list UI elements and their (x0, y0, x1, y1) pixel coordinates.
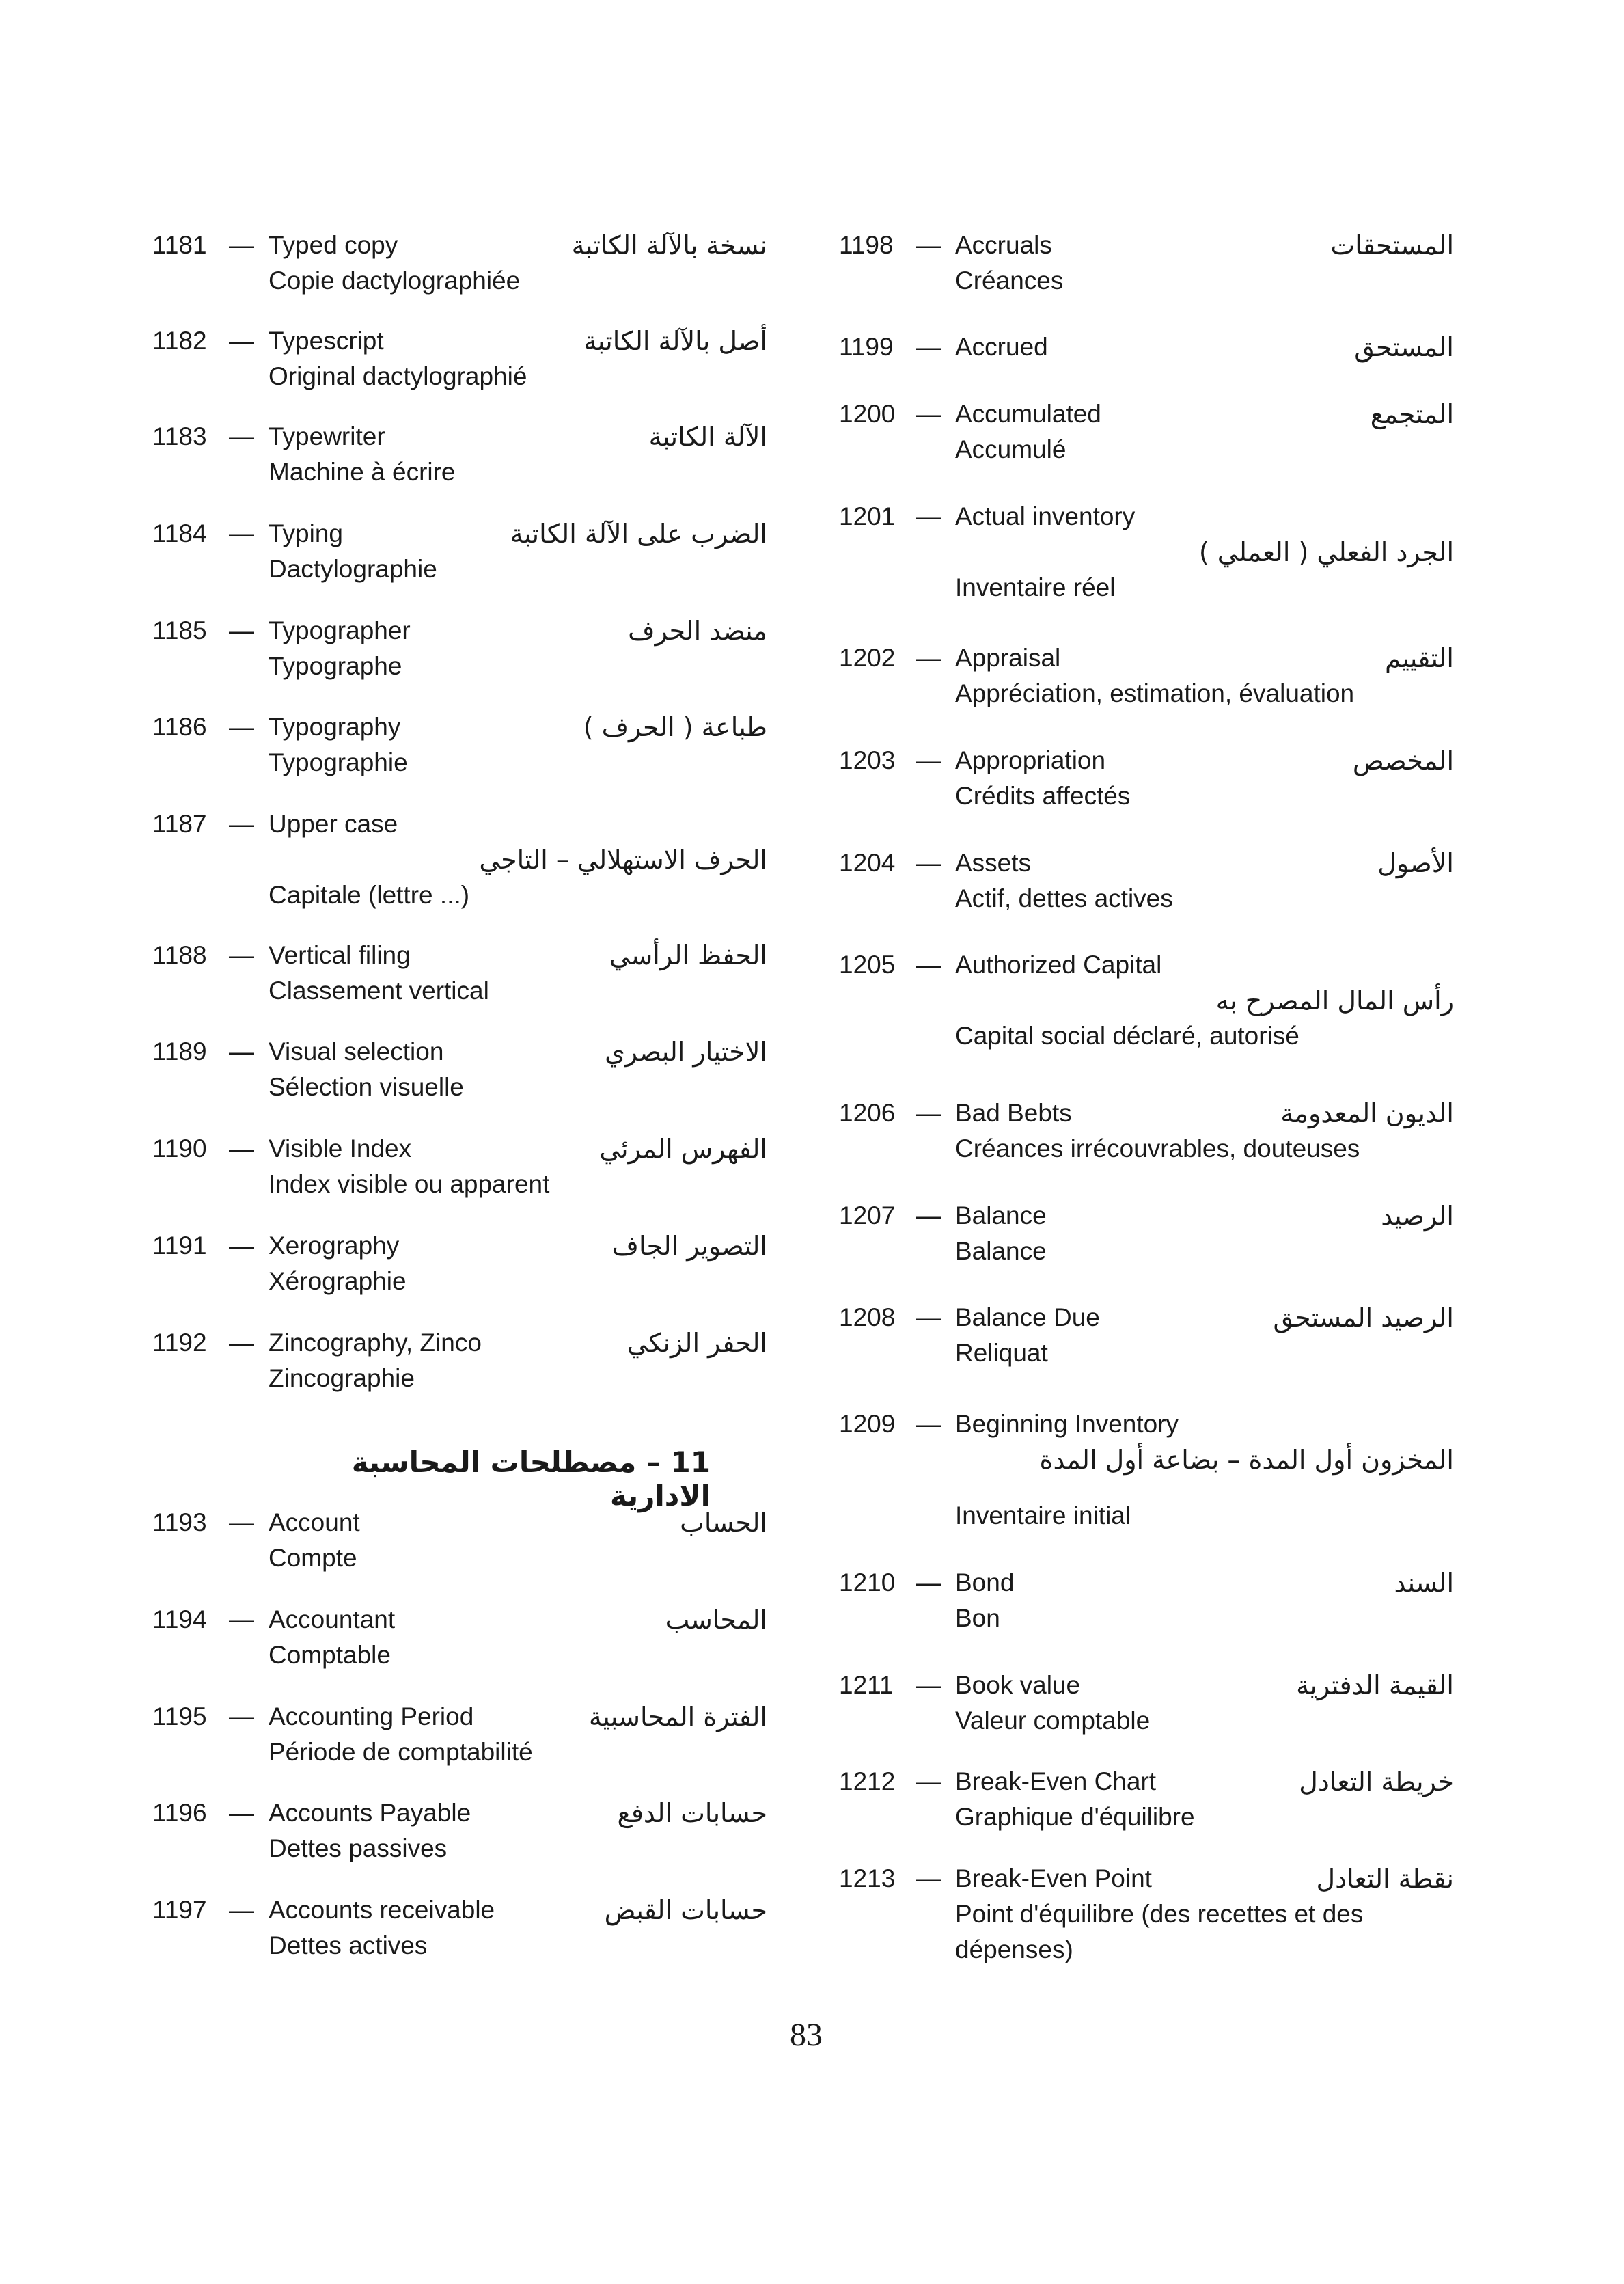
entry-number: 1204 (839, 849, 896, 877)
entry-english: Upper case (269, 810, 398, 838)
entry-french: Dettes actives (269, 1931, 428, 1959)
entry-dash: — (916, 1671, 941, 1699)
entry-arabic: الديون المعدومة (1280, 1098, 1454, 1128)
entry-dash: — (229, 1037, 254, 1065)
entry-french: Machine à écrire (269, 458, 456, 486)
entry-french: Original dactylographié (269, 362, 527, 390)
entry-number: 1193 (152, 1508, 207, 1536)
entry-english: Accounts receivable (269, 1896, 495, 1924)
entry-french: Accumulé (955, 435, 1066, 463)
entry-french: Comptable (269, 1641, 391, 1669)
entry-number: 1195 (152, 1702, 207, 1730)
entry-french: Actif, dettes actives (955, 884, 1173, 912)
entry-arabic: الآلة الكاتبة (648, 422, 767, 452)
entry-french: Point d'équilibre (des recettes et des (955, 1900, 1364, 1928)
entry-arabic: السند (1394, 1568, 1454, 1598)
entry-dash: — (229, 327, 254, 355)
entry-dash: — (229, 422, 254, 450)
entry-number: 1207 (839, 1201, 896, 1229)
entry-french: Créances irrécouvrables, douteuses (955, 1134, 1360, 1163)
entry-number: 1213 (839, 1864, 896, 1892)
entry-number: 1188 (152, 941, 207, 969)
entry-number: 1196 (152, 1799, 207, 1827)
entry-english: Visual selection (269, 1037, 444, 1065)
entry-number: 1206 (839, 1099, 896, 1127)
entry-french: Capital social déclaré, autorisé (955, 1022, 1299, 1050)
entry-arabic: حسابات القبض (604, 1895, 767, 1925)
entry-english: Typography (269, 713, 401, 741)
entry-number: 1211 (839, 1671, 894, 1699)
entry-arabic: منضد الحرف (628, 616, 767, 646)
entry-arabic: المتجمع (1370, 399, 1454, 429)
entry-french: Inventaire réel (955, 573, 1116, 601)
entry-arabic: طباعة ( الحرف ) (583, 712, 767, 742)
entry-arabic: الرصيد المستحق (1273, 1303, 1454, 1333)
entry-french: Index visible ou apparent (269, 1170, 550, 1198)
entry-number: 1190 (152, 1134, 207, 1163)
entry-arabic: الرصيد (1381, 1201, 1454, 1231)
entry-dash: — (229, 1605, 254, 1633)
entry-arabic: التصوير الجاف (611, 1231, 767, 1261)
entry-french: Inventaire initial (955, 1501, 1131, 1530)
entry-french: Copie dactylographiée (269, 267, 521, 295)
entry-english: Bad Bebts (955, 1099, 1072, 1127)
entry-dash: — (229, 1896, 254, 1924)
entry-dash: — (916, 333, 941, 361)
entry-english: Accruals (955, 231, 1052, 259)
entry-dash: — (916, 746, 941, 774)
entry-arabic: التقييم (1384, 643, 1454, 673)
entry-english: Assets (955, 849, 1032, 877)
entry-french: Valeur comptable (955, 1707, 1151, 1735)
entry-dash: — (229, 1702, 254, 1730)
entry-french: Sélection visuelle (269, 1073, 464, 1101)
entry-number: 1209 (839, 1410, 896, 1438)
entry-english: Balance Due (955, 1303, 1100, 1331)
entry-number: 1187 (152, 810, 207, 838)
entry-number: 1205 (839, 951, 896, 979)
entry-english: Visible Index (269, 1134, 412, 1163)
entry-english: Accounts Payable (269, 1799, 471, 1827)
entry-english: Account (269, 1508, 360, 1536)
entry-english: Vertical filing (269, 941, 411, 969)
entry-number: 1203 (839, 746, 896, 774)
entry-english: Book value (955, 1671, 1081, 1699)
entry-dash: — (229, 231, 254, 259)
entry-english: Actual inventory (955, 502, 1136, 530)
entry-english: Accountant (269, 1605, 396, 1633)
entry-english: Xerography (269, 1232, 400, 1260)
entry-french: Appréciation, estimation, évaluation (955, 679, 1355, 707)
entry-number: 1197 (152, 1896, 207, 1924)
entry-number: 1201 (839, 502, 896, 530)
entry-english: Typescript (269, 327, 384, 355)
entry-arabic: الحفر الزنكي (627, 1328, 767, 1358)
entry-arabic: الحفظ الرأسي (609, 940, 767, 970)
entry-dash: — (916, 1767, 941, 1795)
entry-arabic: نسخة بالآلة الكاتبة (571, 230, 767, 260)
entry-number: 1184 (152, 519, 207, 547)
entry-english: Typewriter (269, 422, 385, 450)
entry-english: Balance (955, 1201, 1047, 1229)
entry-number: 1198 (839, 231, 894, 259)
entry-dash: — (229, 1232, 254, 1260)
entry-arabic: نقطة التعادل (1316, 1864, 1454, 1894)
entry-number: 1200 (839, 400, 896, 428)
entry-english: Break-Even Point (955, 1864, 1152, 1892)
entry-number: 1186 (152, 713, 207, 741)
entry-number: 1192 (152, 1329, 207, 1357)
entry-arabic: الاختيار البصري (605, 1037, 767, 1067)
entry-dash: — (229, 616, 254, 644)
entry-french: Xérographie (269, 1267, 407, 1295)
entry-arabic: الفهرس المرئي (599, 1134, 767, 1164)
entry-arabic: الحرف الاستهلالي – التاجي (479, 845, 767, 875)
entry-english: Authorized Capital (955, 951, 1162, 979)
entry-dash: — (916, 849, 941, 877)
entry-number: 1191 (152, 1232, 207, 1260)
entry-dash: — (229, 941, 254, 969)
entry-dash: — (916, 1864, 941, 1892)
entry-arabic: الضرب على الآلة الكاتبة (510, 519, 767, 549)
entry-dash: — (916, 231, 941, 259)
entry-dash: — (229, 1134, 254, 1163)
entry-french: Typographe (269, 652, 402, 680)
entry-english: Typed copy (269, 231, 398, 259)
entry-french: Balance (955, 1237, 1047, 1265)
entry-french: Bon (955, 1604, 1000, 1632)
entry-arabic: أصل بالآلة الكاتبة (583, 326, 767, 356)
entry-french: Zincographie (269, 1364, 415, 1392)
entry-english: Bond (955, 1568, 1015, 1596)
entry-arabic: الحساب (680, 1508, 767, 1538)
entry-french: Graphique d'équilibre (955, 1803, 1195, 1831)
entry-arabic: المستحقات (1330, 230, 1454, 260)
entry-arabic: المخصص (1352, 746, 1454, 776)
entry-number: 1181 (152, 231, 207, 259)
entry-dash: — (916, 1201, 941, 1229)
entry-number: 1208 (839, 1303, 896, 1331)
entry-dash: — (916, 951, 941, 979)
entry-dash: — (916, 400, 941, 428)
entry-english: Typographer (269, 616, 411, 644)
entry-dash: — (916, 502, 941, 530)
entry-dash: — (229, 519, 254, 547)
entry-english: Accounting Period (269, 1702, 474, 1730)
entry-number: 1185 (152, 616, 207, 644)
entry-english: Typing (269, 519, 344, 547)
entry-dash: — (916, 1410, 941, 1438)
entry-arabic: المستحق (1354, 332, 1454, 362)
entry-english: Appropriation (955, 746, 1106, 774)
entry-arabic: حسابات الدفع (617, 1798, 767, 1828)
entry-number: 1194 (152, 1605, 207, 1633)
entry-dash: — (916, 1099, 941, 1127)
entry-french: Reliquat (955, 1339, 1048, 1367)
entry-dash: — (916, 644, 941, 672)
entry-number: 1183 (152, 422, 207, 450)
page-number: 83 (790, 2017, 823, 2053)
entry-english: Zincography, Zinco (269, 1329, 482, 1357)
entry-french: Créances (955, 267, 1064, 295)
entry-english: Accumulated (955, 400, 1101, 428)
entry-arabic: المحاسب (665, 1605, 767, 1635)
entry-french-continued: dépenses) (955, 1935, 1073, 1963)
entry-dash: — (229, 1329, 254, 1357)
left-column (152, 0, 767, 2284)
entry-arabic: المخزون أول المدة – بضاعة أول المدة (1039, 1445, 1454, 1475)
entry-french: Dactylographie (269, 555, 437, 583)
entry-french: Période de comptabilité (269, 1738, 533, 1766)
entry-number: 1212 (839, 1767, 896, 1795)
entry-french: Crédits affectés (955, 782, 1131, 810)
entry-french: Typographie (269, 748, 408, 776)
entry-arabic: الجرد الفعلي ( العملي ) (1198, 537, 1454, 567)
entry-english: Accrued (955, 333, 1048, 361)
entry-english: Beginning Inventory (955, 1410, 1179, 1438)
entry-french: Compte (269, 1544, 357, 1572)
entry-french: Classement vertical (269, 977, 489, 1005)
entry-dash: — (229, 713, 254, 741)
entry-arabic: الفترة المحاسبية (588, 1702, 767, 1732)
entry-number: 1202 (839, 644, 896, 672)
section-heading: 11 – مصطلحات المحاسبة الادارية (351, 1445, 711, 1512)
entry-english: Break-Even Chart (955, 1767, 1157, 1795)
entry-dash: — (916, 1568, 941, 1596)
entry-french: Dettes passives (269, 1834, 448, 1862)
right-column (839, 0, 1454, 2284)
entry-arabic: خريطة التعادل (1299, 1767, 1454, 1797)
entry-dash: — (229, 1799, 254, 1827)
entry-dash: — (916, 1303, 941, 1331)
entry-dash: — (229, 1508, 254, 1536)
entry-arabic: القيمة الدفترية (1296, 1670, 1454, 1700)
entry-french: Capitale (lettre ...) (269, 881, 470, 909)
entry-english: Appraisal (955, 644, 1061, 672)
entry-arabic: الأصول (1377, 848, 1454, 878)
entry-dash: — (229, 810, 254, 838)
entry-number: 1199 (839, 333, 894, 361)
entry-arabic: رأس المال المصرح به (1215, 985, 1454, 1016)
entry-number: 1210 (839, 1568, 896, 1596)
entry-number: 1189 (152, 1037, 207, 1065)
entry-number: 1182 (152, 327, 207, 355)
